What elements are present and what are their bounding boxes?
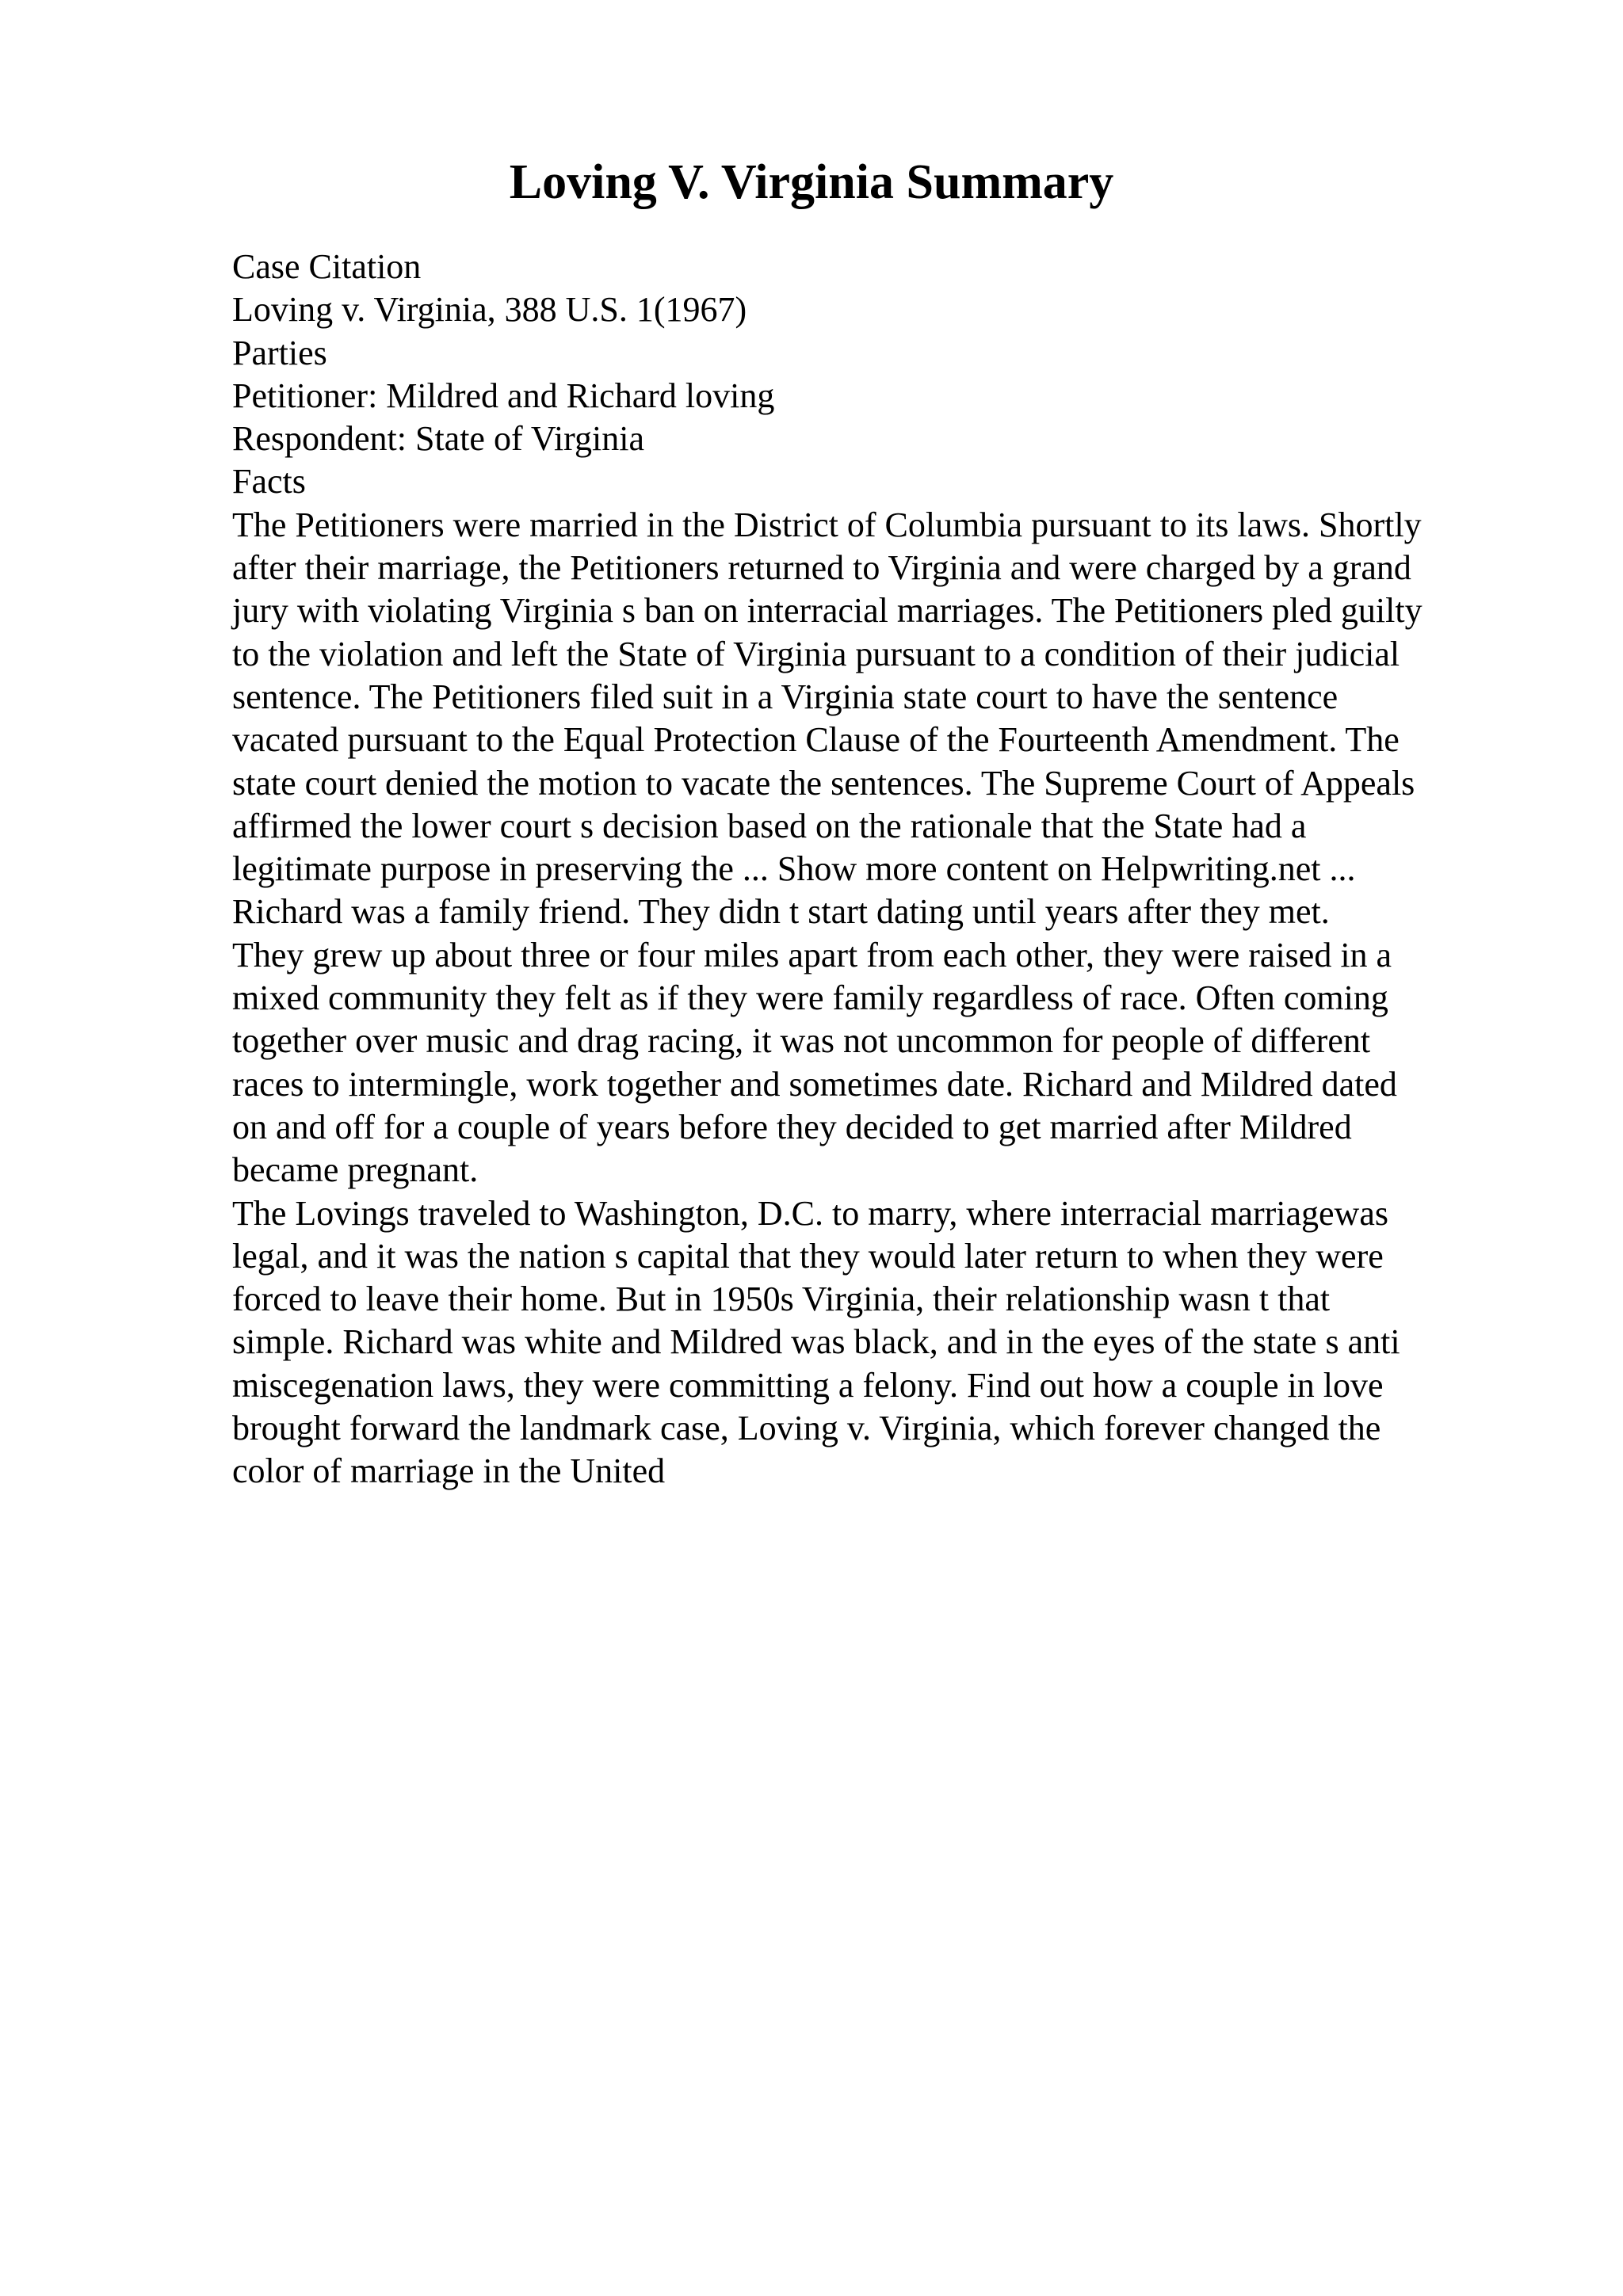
document-title: Loving V. Virginia Summary [509,155,1114,209]
body-line: forced to leave their home. But in 1950s Virginia, their relationship wasn t that [232,1280,1331,1319]
body-line: legitimate purpose in preserving the ... Show more content on Helpwriting.net ... [232,849,1356,889]
body-line: miscegenation laws, they were committing a felony. Find out how a couple in love [232,1365,1384,1405]
body-line: became pregnant. [232,1150,479,1190]
section-heading-case-citation: Case Citation [232,247,422,286]
section-heading-facts: Facts [232,462,306,502]
document-body [232,246,1532,1493]
body-line: simple. Richard was white and Mildred was black, and in the eyes of the state s anti [232,1322,1400,1362]
body-line: after their marriage, the Petitioners returned to Virginia and were charged by a grand [232,548,1411,588]
body-line: state court denied the motion to vacate the sentences. The Supreme Court of Appeals [232,763,1415,803]
body-line: affirmed the lower court s decision based on the rationale that the State had a [232,806,1307,845]
body-line: mixed community they felt as if they were family regardless of race. Often coming [232,978,1388,1018]
case-citation-text: Loving v. Virginia, 388 U.S. 1(1967) [232,290,747,330]
body-line: jury with violating Virginia s ban on interracial marriages. The Petitioners pled guilty [232,591,1423,631]
body-line: Richard was a family friend. They didn t start dating until years after they met. [232,892,1330,932]
body-line: together over music and drag racing, it was not uncommon for people of different [232,1021,1371,1061]
body-line: legal, and it was the nation s capital that they would later return to when they were [232,1236,1384,1276]
body-line: They grew up about three or four miles apart from each other, they were raised in a [232,935,1392,974]
section-heading-parties: Parties [232,333,327,372]
body-line: The Petitioners were married in the District of Columbia pursuant to its laws. Shortly [232,505,1422,544]
body-line: sentence. The Petitioners filed suit in a Virginia state court to have the sentence [232,677,1338,716]
body-line: color of marriage in the United [232,1451,666,1491]
petitioner-text: Petitioner: Mildred and Richard loving [232,376,775,415]
body-line: races to intermingle, work together and sometimes date. Richard and Mildred dated [232,1064,1397,1104]
body-line: The Lovings traveled to Washington, D.C. to marry, where interracial marriagewas [232,1193,1388,1233]
body-line: to the violation and left the State of Virginia pursuant to a condition of their judicial [232,634,1400,673]
body-line: on and off for a couple of years before they decided to get married after Mildred [232,1107,1352,1146]
respondent-text: Respondent: State of Virginia [232,419,645,459]
body-line: vacated pursuant to the Equal Protection Clause of the Fourteenth Amendment. The [232,720,1400,760]
body-line: brought forward the landmark case, Loving v. Virginia, which forever changed the [232,1409,1381,1448]
